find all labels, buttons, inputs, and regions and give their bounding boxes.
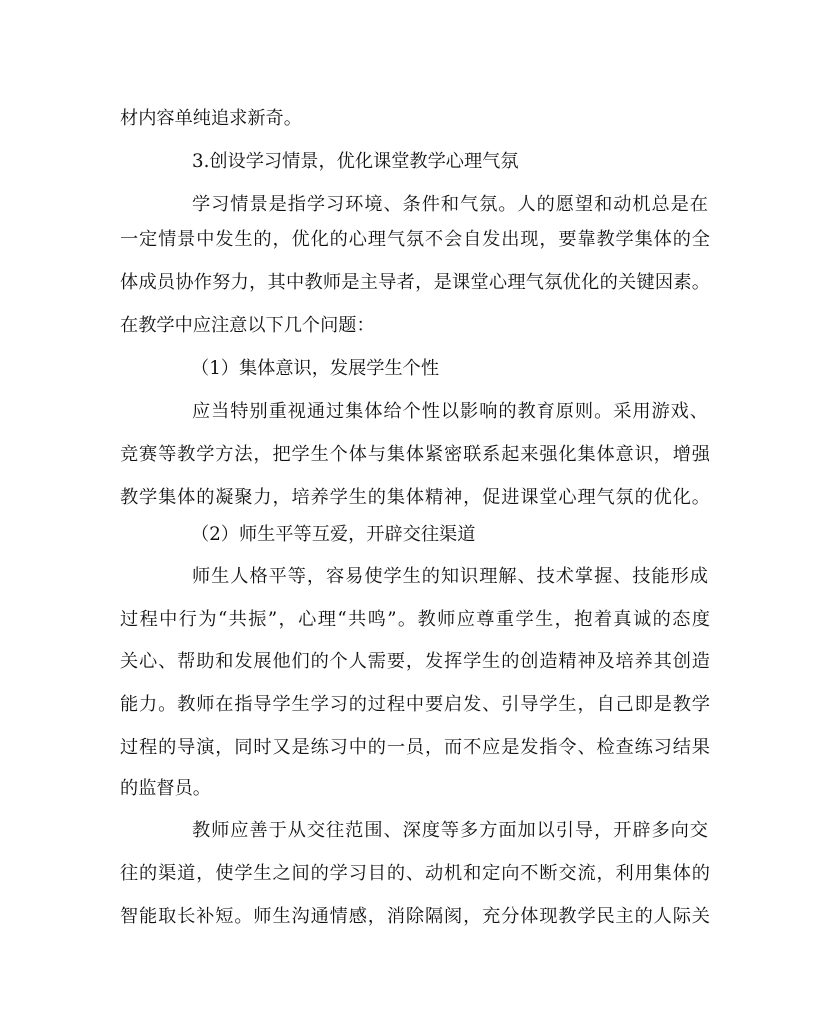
paragraph-line: 应当特别重视通过集体给个性以影响的教育原则。采用游戏、 bbox=[192, 401, 708, 422]
paragraph-line: 的监督员。 bbox=[120, 778, 211, 799]
paragraph-line: 过程中行为“共振”，心理“共鸣”。教师应尊重学生，抱着真诚的态度 bbox=[120, 609, 710, 630]
paragraph-line: 智能取长补短。师生沟通情感，消除隔阂，充分体现教学民主的人际关 bbox=[120, 906, 710, 927]
paragraph-line: 一定情景中发生的，优化的心理气氛不会自发出现，要靠教学集体的全 bbox=[120, 229, 710, 250]
paragraph-line: 往的渠道，使学生之间的学习目的、动机和定向不断交流，利用集体的 bbox=[120, 863, 710, 884]
paragraph-line: 竞赛等教学方法，把学生个体与集体紧密联系起来强化集体意识，增强 bbox=[120, 444, 710, 465]
paragraph-line: 师生人格平等，容易使学生的知识理解、技术掌握、技能形成 bbox=[192, 566, 708, 587]
subheading: （1）集体意识，发展学生个性 bbox=[191, 358, 440, 379]
paragraph-line: 教师应善于从交往范围、深度等多方面加以引导，开辟多向交 bbox=[192, 820, 708, 841]
paragraph-line: 教学集体的凝聚力，培养学生的集体精神，促进课堂心理气氛的优化。 bbox=[120, 487, 710, 508]
section-heading: 3.创设学习情景，优化课堂教学心理气氛 bbox=[192, 151, 519, 172]
paragraph-line: 过程的导演，同时又是练习中的一员，而不应是发指令、检查练习结果 bbox=[120, 737, 710, 758]
paragraph-line: 学习情景是指学习环境、条件和气氛。人的愿望和动机总是在 bbox=[192, 194, 708, 215]
paragraph-line: 关心、帮助和发展他们的个人需要，发挥学生的创造精神及培养其创造 bbox=[120, 651, 710, 672]
subheading: （2）师生平等互爱，开辟交往渠道 bbox=[191, 524, 476, 545]
paragraph-line: 能力。教师在指导学生学习的过程中要启发、引导学生，自己即是教学 bbox=[120, 694, 710, 715]
paragraph-line: 体成员协作努力，其中教师是主导者，是课堂心理气氛优化的关键因素。 bbox=[120, 272, 710, 293]
paragraph-line: 在教学中应注意以下几个问题： bbox=[120, 315, 375, 336]
text-line: 材内容单纯追求新奇。 bbox=[120, 108, 302, 129]
